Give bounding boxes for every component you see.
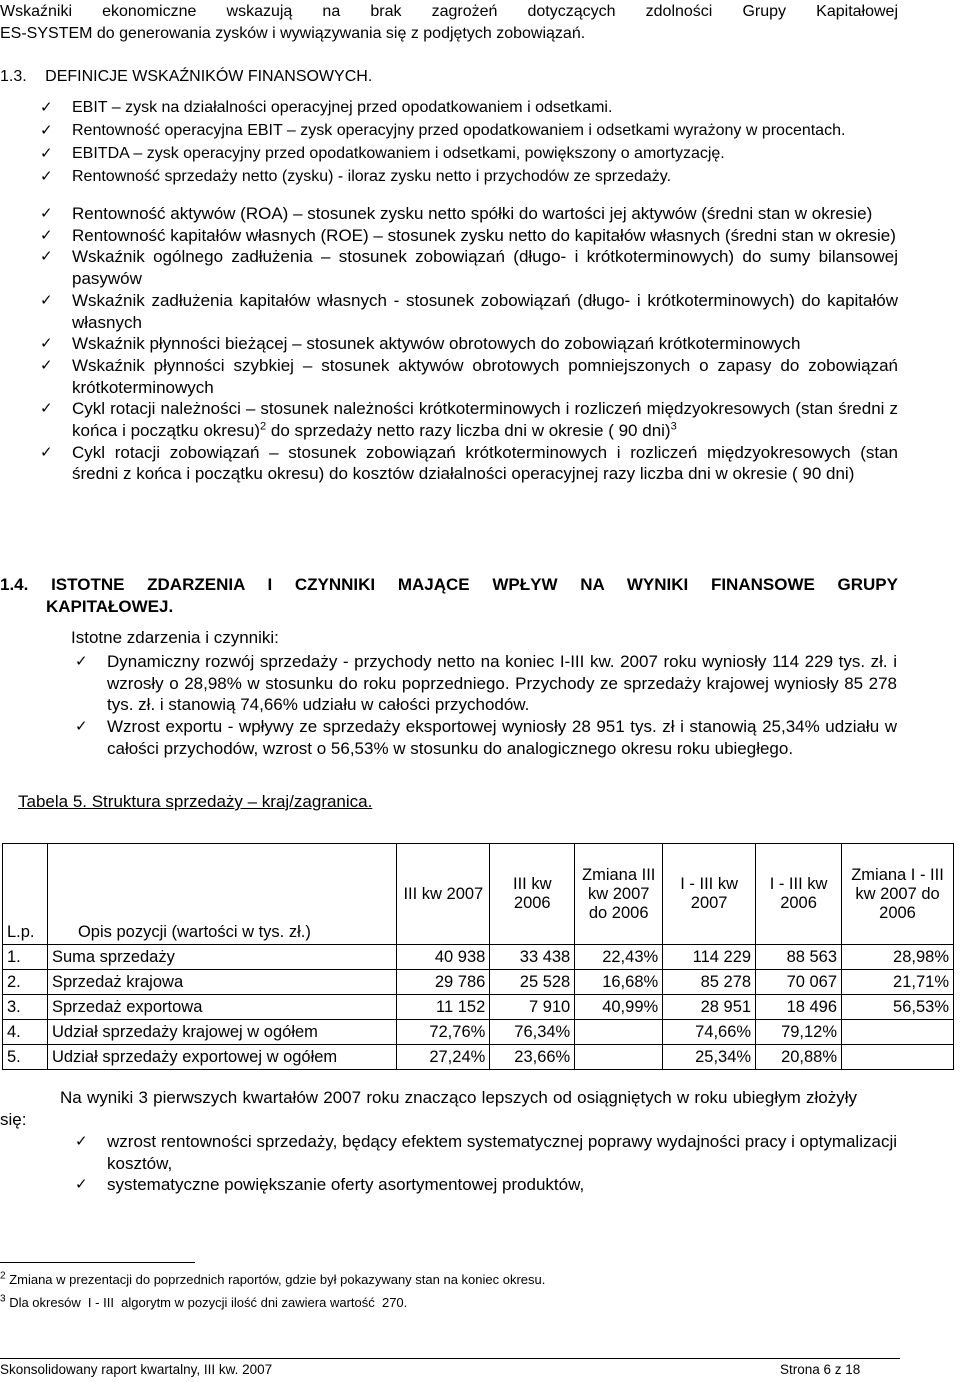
footnote-3: $^3$ Dla okresów I - III algorytm w pozycji ilość dni zawiera wartość 270.	[0, 1293, 408, 1310]
list-item: ✓ EBITDA – zysk operacyjny przed opodatkowaniem i odsetkami, powiększony o amortyzację.	[40, 142, 898, 165]
header-c2: III kw 2006	[490, 844, 575, 945]
checkmark-icon: ✓	[40, 121, 53, 139]
footnote-ref-2[interactable]: 2	[260, 420, 267, 433]
footer-separator	[0, 1358, 900, 1359]
results-list	[75, 1131, 897, 1196]
intro-line-2: ES-SYSTEM do generowania zysków i wywiązywania się z podjętych zobowiązań.	[0, 25, 586, 42]
checkmark-icon: ✓	[40, 247, 53, 266]
results-lead: Na wyniki 3 pierwszych kwartałów 2007 roku znacząco lepszych od osiągniętych w roku ubiegłym złożyły się:	[0, 1088, 857, 1129]
list-item: ✓ EBIT – zysk na działalności operacyjnej przed opodatkowaniem i odsetkami.	[40, 96, 898, 119]
table-header-row	[3, 844, 954, 945]
header-c1: III kw 2007	[397, 844, 490, 945]
checkmark-icon: ✓	[40, 98, 53, 116]
section-13-heading	[0, 66, 898, 88]
list-item: ✓ Dynamiczny rozwój sprzedaży - przychody netto na koniec I-III kw. 2007 roku wyniosły 114 229 tys. zł. i wzrosły o 28,98% w stosunku do roku poprzedniego. Przychody ze sprzedaży krajowej wyniosły 85 278 tys. zł. i stanowią 74,66% udziału w całości przychodów.	[75, 652, 897, 715]
list-item: ✓ Rentowność kapitałów własnych (ROE) – stosunek zysku netto do kapitałów własnych (średni stan w okresie)	[40, 225, 896, 245]
list-item: ✓ systematyczne powiększanie oferty asortymentowej produktów,	[75, 1175, 585, 1195]
section-14-heading	[0, 574, 898, 618]
section-14-number: 1.4.	[0, 575, 29, 594]
section-14-title: ISTOTNE ZDARZENIA I CZYNNIKI MAJĄCE WPŁYW NA WYNIKI FINANSOWE GRUPY	[51, 575, 898, 594]
header-c4: I - III kw 2007	[663, 844, 756, 945]
list-item: ✓ Rentowność sprzedaży netto (zysku) - iloraz zysku netto i przychodów ze sprzedaży.	[40, 165, 898, 188]
table-row: 4. Udział sprzedaży krajowej w ogółem 72,76% 76,34% 74,66% 79,12%	[3, 1020, 954, 1045]
definitions-list	[40, 96, 898, 188]
checkmark-icon: ✓	[40, 355, 53, 374]
sales-structure-table	[2, 843, 954, 1070]
definitions-list-cont	[40, 203, 898, 485]
checkmark-icon: ✓	[40, 334, 53, 353]
checkmark-icon: ✓	[75, 652, 88, 670]
checkmark-icon: ✓	[40, 167, 53, 185]
checkmark-icon: ✓	[75, 1175, 88, 1194]
list-item: ✓ Wzrost exportu - wpływy ze sprzedaży eksportowej wyniosły 28 951 tys. zł i stanowią 25,34% udziału w całości przychodów, wzrost o 56,53% w stosunku do analogicznego okresu roku ubiegłego.	[75, 717, 897, 758]
list-item: ✓ Wskaźnik zadłużenia kapitałów własnych - stosunek zobowiązań (długo- i krótkoterminowych) do kapitałów własnych	[40, 290, 898, 332]
footer-page-number: Strona 6 z 18	[780, 1362, 861, 1377]
list-item: ✓ Cykl rotacji zobowiązań – stosunek zobowiązań krótkoterminowych i rozliczeń międzyokresowych (stan średni z końca i początku okresu) do kosztów działalności operacyjnej razy liczba dni w okresie ( 90 dni)	[40, 442, 898, 484]
checkmark-icon: ✓	[40, 290, 53, 309]
checkmark-icon: ✓	[75, 717, 88, 736]
table-row: 5. Udział sprzedaży exportowej w ogółem 27,24% 23,66% 25,34% 20,88%	[3, 1045, 954, 1070]
section-14-title-cont: KAPITAŁOWEJ.	[46, 597, 174, 616]
table-row: 2. Sprzedaż krajowa 29 786 25 528 16,68% 85 278 70 067 21,71%	[3, 970, 954, 995]
header-c5: I - III kw 2006	[756, 844, 842, 945]
intro-line-1: Wskaźniki ekonomiczne wskazują na brak zagrożeń dotyczących zdolności Grupy Kapitałowej	[0, 3, 898, 20]
checkmark-icon: ✓	[40, 204, 53, 222]
section-14-lead: Istotne zdarzenia i czynniki:	[71, 628, 279, 647]
intro-paragraph	[0, 1, 898, 45]
footnote-ref-3[interactable]: 3	[670, 420, 677, 433]
section-13-title: DEFINICJE WSKAŹNIKÓW FINANSOWYCH.	[45, 68, 373, 85]
checkmark-icon: ✓	[40, 144, 53, 162]
section-13-number: 1.3.	[0, 68, 27, 85]
footnote-separator	[0, 1262, 195, 1263]
header-c6: Zmiana I - III kw 2007 do 2006	[842, 844, 954, 945]
list-item: ✓ Cykl rotacji należności – stosunek należności krótkoterminowych i rozliczeń międzyokresowych (stan średni z końca i początku okresu)$^2$ do sprzedaży netto razy liczba dni w okresie ( 90 dni)$^3$	[40, 399, 898, 441]
table-row: 3. Sprzedaż exportowa 11 152 7 910 40,99% 28 951 18 496 56,53%	[3, 995, 954, 1020]
list-item: ✓ Rentowność aktywów (ROA) – stosunek zysku netto spółki do wartości jej aktywów (średni stan w okresie)	[40, 204, 873, 223]
header-desc: Opis pozycji (wartości w tys. zł.)	[47, 844, 396, 945]
list-item: ✓ Rentowność operacyjna EBIT – zysk operacyjny przed opodatkowaniem i odsetkami wyrażony w procentach.	[40, 119, 898, 142]
list-item: ✓ wzrost rentowności sprzedaży, będący efektem systematycznej poprawy wydajności pracy i optymalizacji kosztów,	[75, 1132, 897, 1173]
header-c3: Zmiana III kw 2007 do 2006	[575, 844, 663, 945]
table-row: 1. Suma sprzedaży 40 938 33 438 22,43% 114 229 88 563 28,98%	[3, 945, 954, 970]
list-item: ✓ Wskaźnik ogólnego zadłużenia – stosunek zobowiązań (długo- i krótkoterminowych) do sumy bilansowej pasywów	[40, 247, 898, 289]
checkmark-icon: ✓	[75, 1132, 88, 1150]
list-item: ✓ Wskaźnik płynności szybkiej – stosunek aktywów obrotowych pomniejszonych o zapasy do zobowiązań krótkoterminowych	[40, 355, 898, 397]
header-lp: L.p.	[3, 844, 48, 945]
events-list	[75, 651, 897, 760]
checkmark-icon: ✓	[40, 399, 53, 418]
checkmark-icon: ✓	[40, 225, 53, 244]
table-caption: Tabela 5. Struktura sprzedaży – kraj/zagranica.	[18, 792, 373, 811]
footer-left: Skonsolidowany raport kwartalny, III kw. 2007	[0, 1362, 273, 1377]
list-item: ✓ Wskaźnik płynności bieżącej – stosunek aktywów obrotowych do zobowiązań krótkoterminowych	[40, 334, 801, 354]
footnote-2: $^2$ Zmiana w prezentacji do poprzednich raportów, gdzie był pokazywany stan na koniec okresu.	[0, 1270, 546, 1287]
checkmark-icon: ✓	[40, 442, 53, 461]
